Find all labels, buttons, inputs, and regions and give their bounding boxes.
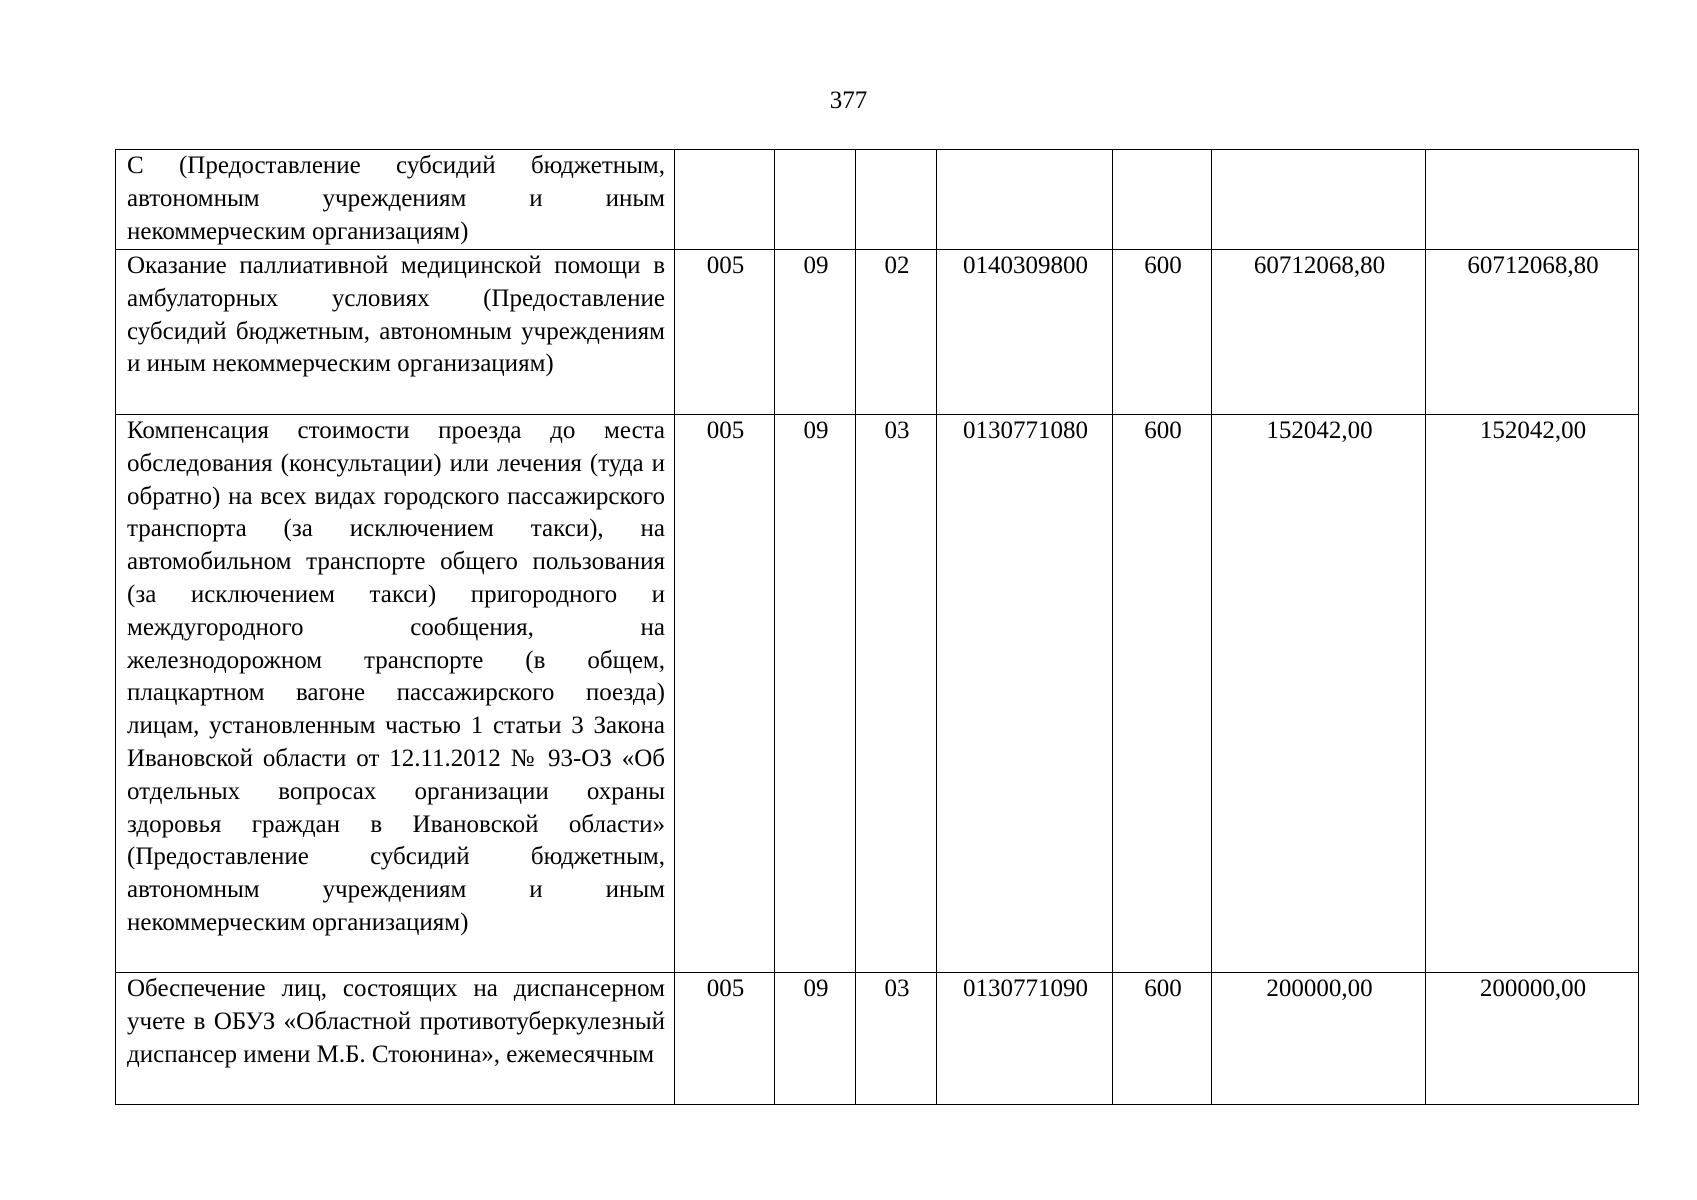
amount-second [1426, 150, 1639, 250]
subsection-code: 02 [856, 250, 937, 415]
subsection-code: 03 [856, 973, 937, 1105]
section-code: 09 [775, 973, 856, 1105]
ministry-code: 005 [675, 973, 775, 1105]
expense-type-code: 600 [1113, 973, 1212, 1105]
amount-second: 60712068,80 [1426, 250, 1639, 415]
target-article-code: 0130771090 [937, 973, 1113, 1105]
row-description: Компенсация стоимости проезда до места обследования (консультации) или лечения (туда и обратно) на всех видах городского пассажирского транспорта (за исключением такси), на автомобильном транспорте общего пользования (за исключением такси) пригородного и междугородного сообщения, на железнодорожном транспорте (в общем, плацкартном вагоне пассажирского поезда) лицам, установленным частью 1 статьи 3 Закона Ивановской области от 12.11.2012 № 93-ОЗ «Об отдельных вопросах организации охраны здоровья граждан в Ивановской области» (Предоставление субсидий бюджетным, автономным учреждениям и иным некоммерческим организациям) [116, 415, 675, 973]
table-row [116, 150, 1639, 250]
amount-second: 200000,00 [1426, 973, 1639, 1105]
expense-type-code: 600 [1113, 250, 1212, 415]
row-description: Обеспечение лиц, состоящих на диспансерном учете в ОБУЗ «Областной противотуберкулезный диспансер имени М.Б. Стоюнина», ежемесячным [116, 973, 675, 1105]
amount-second: 152042,00 [1426, 415, 1639, 973]
ministry-code: 005 [675, 250, 775, 415]
amount-first [1212, 150, 1426, 250]
budget-table [115, 149, 1639, 1105]
row-description: Оказание паллиативной медицинской помощи в амбулаторных условиях (Предоставление субсидий бюджетным, автономным учреждениям и иным некоммерческим организациям) [116, 250, 675, 415]
amount-first: 200000,00 [1212, 973, 1426, 1105]
amount-first: 152042,00 [1212, 415, 1426, 973]
section-code [775, 150, 856, 250]
table-row [116, 415, 1639, 973]
target-article-code: 0130771080 [937, 415, 1113, 973]
row-description: С (Предоставление субсидий бюджетным, автономным учреждениям и иным некоммерческим организациям) [116, 150, 675, 250]
table-row [116, 973, 1639, 1105]
expense-type-code: 600 [1113, 415, 1212, 973]
subsection-code: 03 [856, 415, 937, 973]
subsection-code [856, 150, 937, 250]
page-number: 377 [829, 87, 868, 114]
ministry-code [675, 150, 775, 250]
target-article-code [937, 150, 1113, 250]
target-article-code: 0140309800 [937, 250, 1113, 415]
expense-type-code [1113, 150, 1212, 250]
table-row [116, 250, 1639, 415]
amount-first: 60712068,80 [1212, 250, 1426, 415]
section-code: 09 [775, 250, 856, 415]
section-code: 09 [775, 415, 856, 973]
ministry-code: 005 [675, 415, 775, 973]
